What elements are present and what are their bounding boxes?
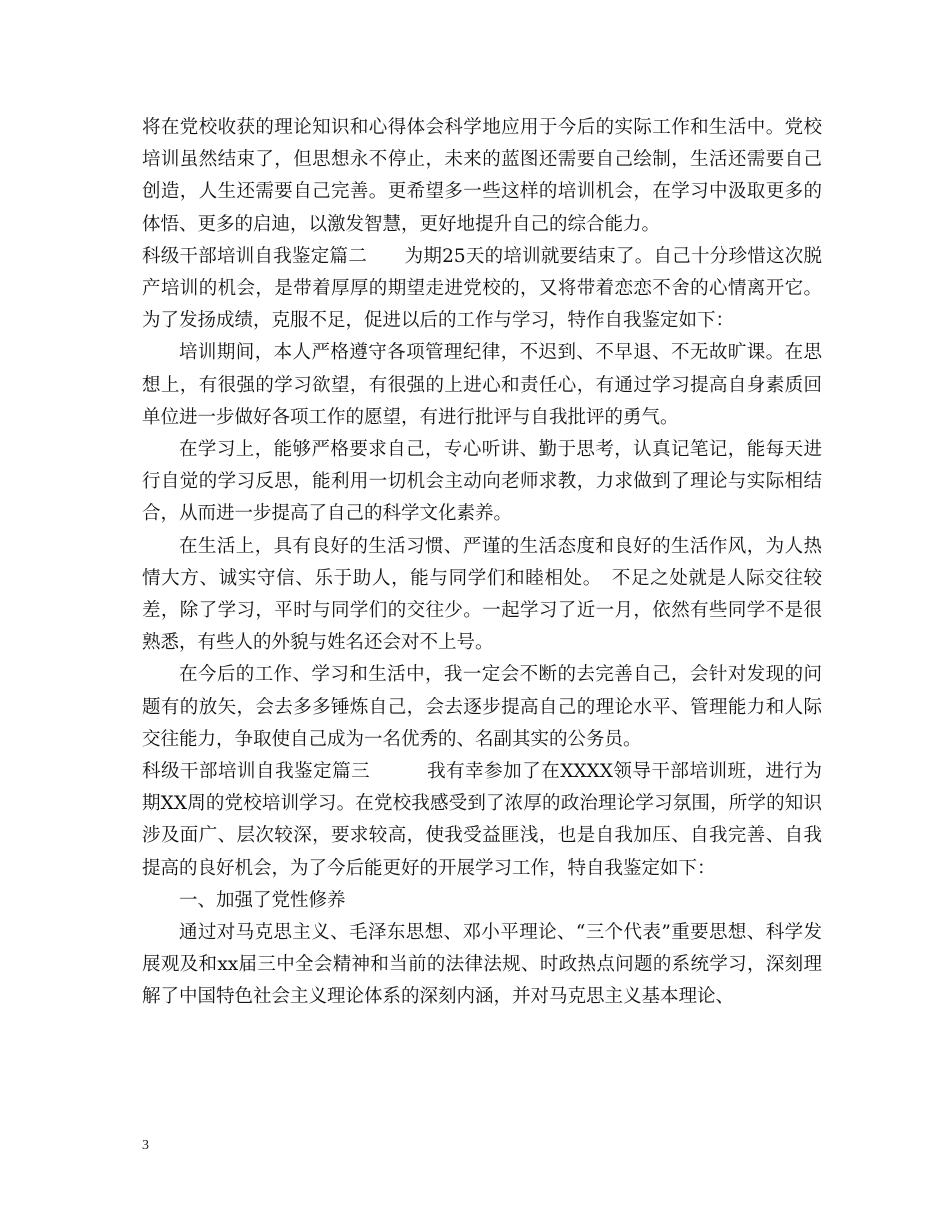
document-body [142,112,822,1014]
paragraph-continuation: 将在党校收获的理论知识和心得体会科学地应用于今后的实际工作和生活中。党校培训虽然结束了，但思想永不停止，未来的蓝图还需要自己绘制，生活还需要自己创造，人生还需要自己完善。更希望多一些这样的培训机会，在学习中汲取更多的体悟、更多的启迪，以激发智慧，更好地提升自己的综合能力。 [142,117,822,235]
paragraph-section-three-heading: 科级干部培训自我鉴定篇三 我有幸参加了在XXXX领导干部培训班，进行为期XX周的党校培训学习。在党校我感受到了浓厚的政治理论学习氛围，所学的知识涉及面广、层次较深，要求较高，使我受益匪浅，也是自我加压、自我完善、自我提高的良好机会，为了今后能更好的开展学习工作，特自我鉴定如下： [142,761,822,879]
page-number: 3 [142,1138,149,1153]
paragraph-subheading-party-spirit: 一、加强了党性修养 [179,889,346,911]
paragraph-section-two-heading: 科级干部培训自我鉴定篇二 为期25天的培训就要结束了。自己十分珍惜这次脱产培训的机会，是带着厚厚的期望走进党校的，又将带着恋恋不舍的心情离开它。为了发扬成绩，克服不足，促进以后的工作与学习，特作自我鉴定如下： [142,245,822,332]
paragraph-study: 在学习上，能够严格要求自己，专心听讲、勤于思考，认真记笔记，能每天进行自觉的学习反思，能利用一切机会主动向老师求教，力求做到了理论与实际相结合，从而进一步提高了自己的科学文化素养。 [142,439,822,525]
paragraph-life: 在生活上，具有良好的生活习惯、严谨的生活态度和良好的生活作风，为人热情大方、诚实守信、乐于助人，能与同学们和睦相处。 不足之处就是人际交往较差，除了学习，平时与同学们的交往少。一起学习了近一月，依然有些同学不是很熟悉，有些人的外貌与姓名还会对不上号。 [142,535,822,654]
paragraph-future: 在今后的工作、学习和生活中，我一定会不断的去完善自己，会针对发现的问题有的放矢，会去多多锤炼自己，会去逐步提高自己的理论水平、管理能力和人际交往能力，争取使自己成为一名优秀的、名副其实的公务员。 [142,664,822,750]
paragraph-training-period: 培训期间，本人严格遵守各项管理纪律，不迟到、不早退、不无故旷课。在思想上，有很强的学习欲望，有很强的上进心和责任心，有通过学习提高自身素质回单位进一步做好各项工作的愿望，有进行批评与自我批评的勇气。 [142,342,822,428]
paragraph-theory-study: 通过对马克思主义、毛泽东思想、邓小平理论、“三个代表”重要思想、科学发展观及和xx届三中全会精神和当前的法律法规、时政热点问题的系统学习，深刻理解了中国特色社会主义理论体系的深刻内涵，并对马克思主义基本理论、 [142,922,822,1008]
